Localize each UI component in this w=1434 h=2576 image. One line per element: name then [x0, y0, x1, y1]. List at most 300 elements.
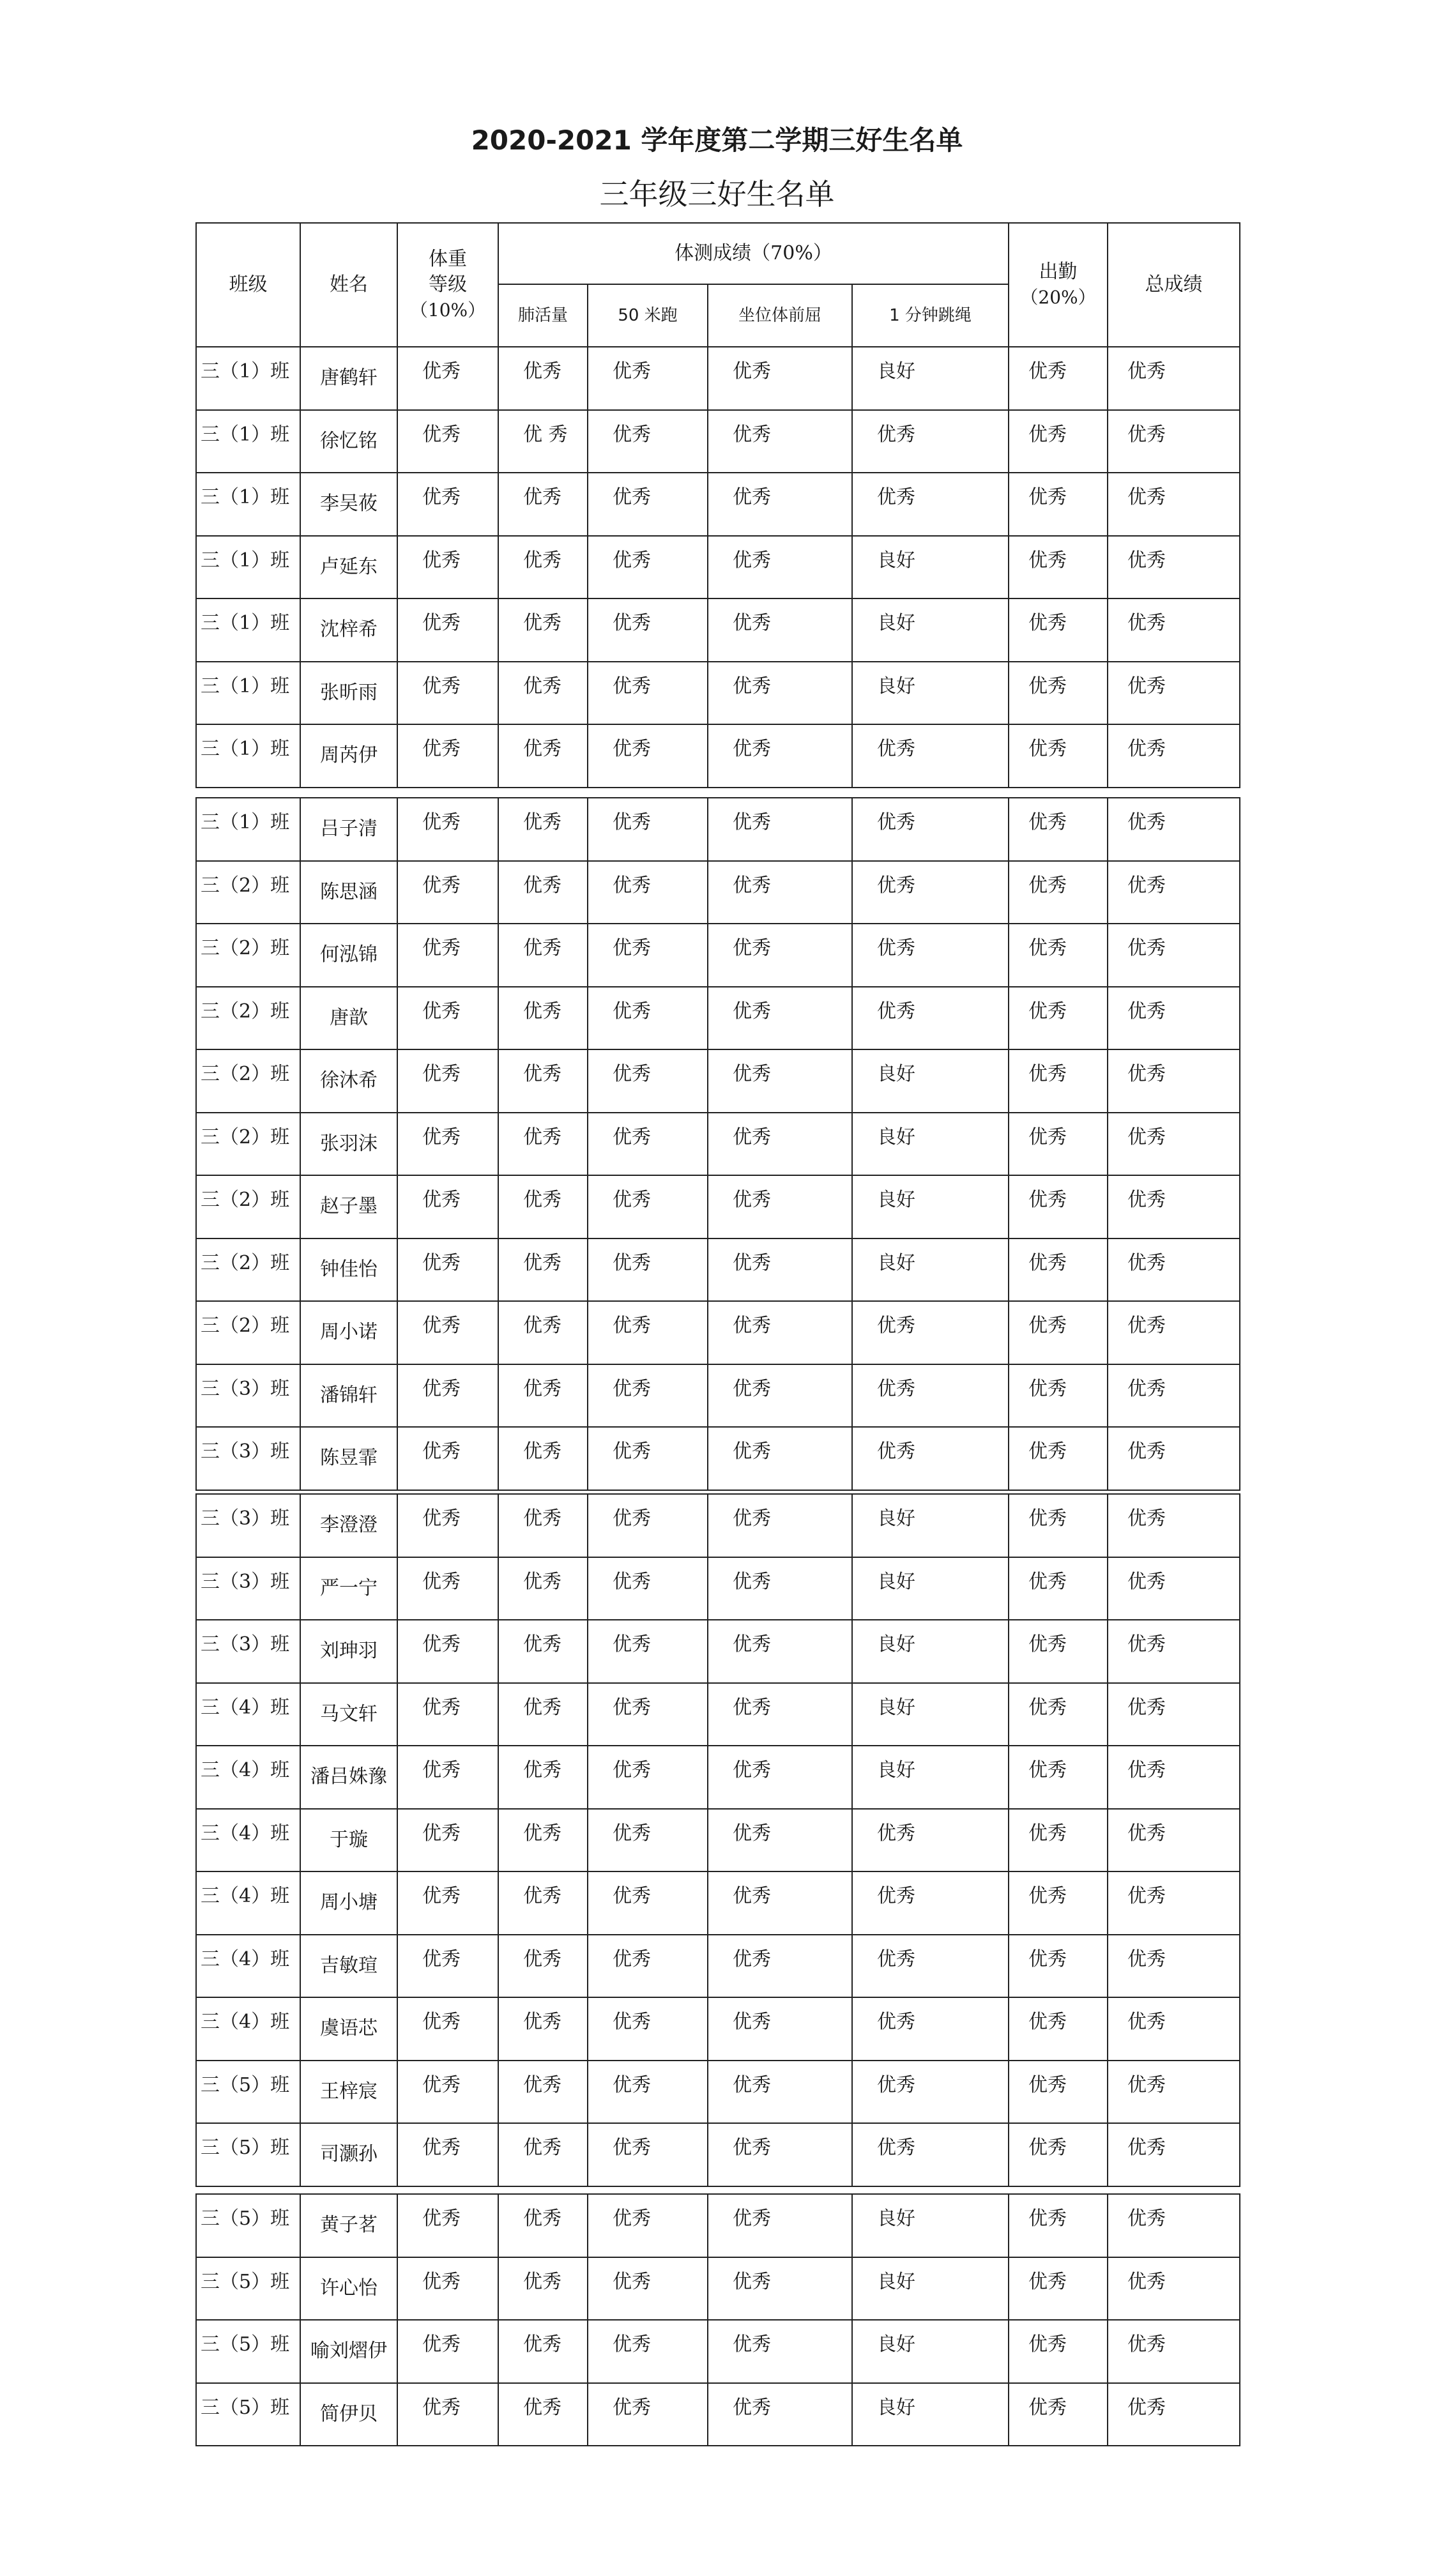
class-cell: 三（4）班 [196, 1809, 300, 1872]
table-row [196, 1809, 1240, 1872]
run-50m-cell: 优秀 [588, 987, 708, 1050]
sit-and-reach-cell: 优秀 [708, 662, 852, 725]
name-cell: 张昕雨 [300, 662, 397, 725]
rope-skipping-cell: 良好 [852, 1746, 1009, 1809]
header-total-label: 总成绩 [1145, 273, 1203, 296]
total-score-cell: 优秀 [1108, 1683, 1240, 1746]
sit-and-reach-cell: 优秀 [708, 1683, 852, 1746]
weight-grade-cell: 优秀 [397, 798, 498, 861]
total-score-cell: 优秀 [1108, 1494, 1240, 1557]
weight-grade-cell: 优秀 [397, 924, 498, 987]
name-cell: 吉敏瑄 [300, 1935, 397, 1998]
table-row [196, 2194, 1240, 2257]
class-cell: 三（5）班 [196, 2257, 300, 2321]
name-cell: 司灏孙 [300, 2123, 397, 2186]
lung-capacity-cell: 优秀 [498, 1935, 588, 1998]
sit-and-reach-cell: 优秀 [708, 2194, 852, 2257]
run-50m-cell: 优秀 [588, 536, 708, 599]
rope-skipping-cell: 良好 [852, 2257, 1009, 2321]
header-sit-reach-label: 坐位体前屈 [738, 306, 821, 325]
weight-grade-cell: 优秀 [397, 2320, 498, 2383]
run-50m-cell: 优秀 [588, 2320, 708, 2383]
name-cell: 周小塘 [300, 1871, 397, 1935]
weight-grade-cell: 优秀 [397, 473, 498, 536]
lung-capacity-cell: 优秀 [498, 1683, 588, 1746]
name-cell: 潘锦轩 [300, 1364, 397, 1428]
header-weight-line2: 等级 [429, 273, 467, 296]
table-row [196, 1494, 1240, 1557]
attendance-cell: 优秀 [1009, 1935, 1108, 1998]
page-title: 2020-2021 学年度第二学期三好生名单 [471, 125, 963, 156]
rope-skipping-cell: 优秀 [852, 798, 1009, 861]
table-row [196, 2257, 1240, 2321]
rope-skipping-cell: 良好 [852, 598, 1009, 662]
total-score-cell: 优秀 [1108, 798, 1240, 861]
run-50m-cell: 优秀 [588, 1871, 708, 1935]
attendance-cell: 优秀 [1009, 1301, 1108, 1364]
run-50m-cell: 优秀 [588, 1620, 708, 1683]
run-50m-cell: 优秀 [588, 2123, 708, 2186]
class-cell: 三（3）班 [196, 1557, 300, 1620]
rope-skipping-cell: 优秀 [852, 861, 1009, 924]
run-50m-cell: 优秀 [588, 473, 708, 536]
total-score-cell: 优秀 [1108, 1746, 1240, 1809]
header-total [1108, 223, 1240, 347]
run-50m-cell: 优秀 [588, 1557, 708, 1620]
name-cell: 严一宁 [300, 1557, 397, 1620]
name-cell: 唐歆 [300, 987, 397, 1050]
class-cell: 三（4）班 [196, 1871, 300, 1935]
table-row [196, 1427, 1240, 1490]
sit-and-reach-cell: 优秀 [708, 2061, 852, 2124]
class-cell: 三（4）班 [196, 1683, 300, 1746]
lung-capacity-cell: 优秀 [498, 987, 588, 1050]
run-50m-cell: 优秀 [588, 598, 708, 662]
sit-and-reach-cell: 优秀 [708, 2257, 852, 2321]
header-sit-reach [708, 284, 852, 347]
attendance-cell: 优秀 [1009, 2383, 1108, 2446]
name-cell: 钟佳怡 [300, 1238, 397, 1302]
run-50m-cell: 优秀 [588, 2383, 708, 2446]
rope-skipping-cell: 优秀 [852, 2061, 1009, 2124]
class-cell: 三（5）班 [196, 2383, 300, 2446]
rope-skipping-cell: 优秀 [852, 1997, 1009, 2061]
name-cell: 喻刘熠伊 [300, 2320, 397, 2383]
run-50m-cell: 优秀 [588, 798, 708, 861]
run-50m-cell: 优秀 [588, 1238, 708, 1302]
sit-and-reach-cell: 优秀 [708, 1427, 852, 1490]
weight-grade-cell: 优秀 [397, 1871, 498, 1935]
class-cell: 三（1）班 [196, 536, 300, 599]
attendance-cell: 优秀 [1009, 2123, 1108, 2186]
weight-grade-cell: 优秀 [397, 1301, 498, 1364]
table-row [196, 1997, 1240, 2061]
rope-skipping-cell: 优秀 [852, 410, 1009, 473]
rope-skipping-cell: 良好 [852, 1494, 1009, 1557]
weight-grade-cell: 优秀 [397, 410, 498, 473]
name-cell: 许心怡 [300, 2257, 397, 2321]
weight-grade-cell: 优秀 [397, 1049, 498, 1113]
name-cell: 周小诺 [300, 1301, 397, 1364]
total-score-cell: 优秀 [1108, 1427, 1240, 1490]
total-score-cell: 优秀 [1108, 536, 1240, 599]
lung-capacity-cell: 优秀 [498, 473, 588, 536]
page-subtitle: 三年级三好生名单 [599, 177, 835, 211]
header-run50-label: 50 米跑 [618, 306, 678, 325]
lung-capacity-cell: 优秀 [498, 1557, 588, 1620]
sit-and-reach-cell: 优秀 [708, 1557, 852, 1620]
lung-capacity-cell: 优秀 [498, 1049, 588, 1113]
attendance-cell: 优秀 [1009, 1997, 1108, 2061]
table-row [196, 347, 1240, 410]
name-cell: 吕子清 [300, 798, 397, 861]
header-class-label: 班级 [229, 273, 268, 296]
rope-skipping-cell: 优秀 [852, 1364, 1009, 1428]
lung-capacity-cell: 优秀 [498, 2320, 588, 2383]
name-cell: 唐鹤轩 [300, 347, 397, 410]
class-cell: 三（2）班 [196, 924, 300, 987]
table-row [196, 987, 1240, 1050]
sit-and-reach-cell: 优秀 [708, 1935, 852, 1998]
class-cell: 三（1）班 [196, 662, 300, 725]
attendance-cell: 优秀 [1009, 1049, 1108, 1113]
sit-and-reach-cell: 优秀 [708, 536, 852, 599]
table-block [195, 2193, 1240, 2446]
rope-skipping-cell: 良好 [852, 2383, 1009, 2446]
total-score-cell: 优秀 [1108, 1935, 1240, 1998]
sit-and-reach-cell: 优秀 [708, 798, 852, 861]
name-cell: 马文轩 [300, 1683, 397, 1746]
rope-skipping-cell: 良好 [852, 1175, 1009, 1238]
attendance-cell: 优秀 [1009, 1809, 1108, 1872]
lung-capacity-cell: 优秀 [498, 1238, 588, 1302]
table-row [196, 1175, 1240, 1238]
sit-and-reach-cell: 优秀 [708, 2320, 852, 2383]
table-row [196, 2061, 1240, 2124]
class-cell: 三（5）班 [196, 2194, 300, 2257]
table-row [196, 1238, 1240, 1302]
name-cell: 徐沐希 [300, 1049, 397, 1113]
total-score-cell: 优秀 [1108, 1557, 1240, 1620]
header-fitness-label: 体测成绩（70%） [675, 242, 832, 264]
rope-skipping-cell: 良好 [852, 1049, 1009, 1113]
lung-capacity-cell: 优秀 [498, 662, 588, 725]
total-score-cell: 优秀 [1108, 861, 1240, 924]
table-row [196, 924, 1240, 987]
total-score-cell: 优秀 [1108, 1175, 1240, 1238]
class-cell: 三（1）班 [196, 473, 300, 536]
run-50m-cell: 优秀 [588, 1175, 708, 1238]
rope-skipping-cell: 良好 [852, 1620, 1009, 1683]
rope-skipping-cell: 良好 [852, 347, 1009, 410]
header-attendance-line2: （20%） [1020, 287, 1096, 308]
lung-capacity-cell: 优秀 [498, 2383, 588, 2446]
sit-and-reach-cell: 优秀 [708, 1746, 852, 1809]
sit-and-reach-cell: 优秀 [708, 347, 852, 410]
run-50m-cell: 优秀 [588, 1113, 708, 1176]
table-row [196, 1113, 1240, 1176]
total-score-cell: 优秀 [1108, 2257, 1240, 2321]
lung-capacity-cell: 优 秀 [498, 410, 588, 473]
name-cell: 刘珅羽 [300, 1620, 397, 1683]
run-50m-cell: 优秀 [588, 2194, 708, 2257]
weight-grade-cell: 优秀 [397, 536, 498, 599]
total-score-cell: 优秀 [1108, 598, 1240, 662]
class-cell: 三（1）班 [196, 410, 300, 473]
attendance-cell: 优秀 [1009, 1175, 1108, 1238]
sit-and-reach-cell: 优秀 [708, 1238, 852, 1302]
weight-grade-cell: 优秀 [397, 2123, 498, 2186]
run-50m-cell: 优秀 [588, 347, 708, 410]
name-cell: 潘吕姝豫 [300, 1746, 397, 1809]
class-cell: 三（5）班 [196, 2123, 300, 2186]
lung-capacity-cell: 优秀 [498, 598, 588, 662]
header-attendance-line1: 出勤 [1039, 261, 1078, 283]
table-row [196, 473, 1240, 536]
total-score-cell: 优秀 [1108, 1620, 1240, 1683]
run-50m-cell: 优秀 [588, 1997, 708, 2061]
weight-grade-cell: 优秀 [397, 1175, 498, 1238]
weight-grade-cell: 优秀 [397, 1364, 498, 1428]
run-50m-cell: 优秀 [588, 410, 708, 473]
weight-grade-cell: 优秀 [397, 598, 498, 662]
attendance-cell: 优秀 [1009, 1746, 1108, 1809]
table-row [196, 2123, 1240, 2186]
sit-and-reach-cell: 优秀 [708, 2383, 852, 2446]
lung-capacity-cell: 优秀 [498, 924, 588, 987]
name-cell: 陈思涵 [300, 861, 397, 924]
name-cell: 虞语芯 [300, 1997, 397, 2061]
header-weight-line3: （10%） [409, 300, 486, 321]
run-50m-cell: 优秀 [588, 2061, 708, 2124]
lung-capacity-cell: 优秀 [498, 798, 588, 861]
run-50m-cell: 优秀 [588, 1301, 708, 1364]
class-cell: 三（1）班 [196, 798, 300, 861]
attendance-cell: 优秀 [1009, 798, 1108, 861]
header-name-label: 姓名 [330, 273, 368, 296]
lung-capacity-cell: 优秀 [498, 1364, 588, 1428]
sit-and-reach-cell: 优秀 [708, 1809, 852, 1872]
rope-skipping-cell: 优秀 [852, 1809, 1009, 1872]
weight-grade-cell: 优秀 [397, 1494, 498, 1557]
attendance-cell: 优秀 [1009, 861, 1108, 924]
weight-grade-cell: 优秀 [397, 1935, 498, 1998]
rope-skipping-cell: 良好 [852, 662, 1009, 725]
class-cell: 三（1）班 [196, 724, 300, 788]
header-class [196, 223, 300, 347]
attendance-cell: 优秀 [1009, 987, 1108, 1050]
header-name [300, 223, 397, 347]
attendance-cell: 优秀 [1009, 662, 1108, 725]
attendance-cell: 优秀 [1009, 536, 1108, 599]
lung-capacity-cell: 优秀 [498, 347, 588, 410]
name-cell: 王梓宸 [300, 2061, 397, 2124]
class-cell: 三（3）班 [196, 1620, 300, 1683]
table-row [196, 1364, 1240, 1428]
header-lung [498, 284, 588, 347]
lung-capacity-cell: 优秀 [498, 1175, 588, 1238]
class-cell: 三（2）班 [196, 1301, 300, 1364]
attendance-cell: 优秀 [1009, 410, 1108, 473]
sit-and-reach-cell: 优秀 [708, 1997, 852, 2061]
rope-skipping-cell: 良好 [852, 1557, 1009, 1620]
rope-skipping-cell: 良好 [852, 536, 1009, 599]
total-score-cell: 优秀 [1108, 1364, 1240, 1428]
name-cell: 赵子墨 [300, 1175, 397, 1238]
lung-capacity-cell: 优秀 [498, 1746, 588, 1809]
lung-capacity-cell: 优秀 [498, 1301, 588, 1364]
lung-capacity-cell: 优秀 [498, 724, 588, 788]
attendance-cell: 优秀 [1009, 1238, 1108, 1302]
total-score-cell: 优秀 [1108, 410, 1240, 473]
attendance-cell: 优秀 [1009, 2257, 1108, 2321]
header-attendance [1009, 223, 1108, 347]
total-score-cell: 优秀 [1108, 1301, 1240, 1364]
header-run50 [588, 284, 708, 347]
class-cell: 三（3）班 [196, 1494, 300, 1557]
table-row [196, 410, 1240, 473]
weight-grade-cell: 优秀 [397, 1746, 498, 1809]
weight-grade-cell: 优秀 [397, 662, 498, 725]
total-score-cell: 优秀 [1108, 662, 1240, 725]
weight-grade-cell: 优秀 [397, 347, 498, 410]
attendance-cell: 优秀 [1009, 598, 1108, 662]
table-row [196, 1049, 1240, 1113]
lung-capacity-cell: 优秀 [498, 1494, 588, 1557]
run-50m-cell: 优秀 [588, 1809, 708, 1872]
sit-and-reach-cell: 优秀 [708, 1364, 852, 1428]
weight-grade-cell: 优秀 [397, 861, 498, 924]
name-cell: 李澄澄 [300, 1494, 397, 1557]
class-cell: 三（4）班 [196, 1746, 300, 1809]
table-row [196, 1746, 1240, 1809]
name-cell: 简伊贝 [300, 2383, 397, 2446]
total-score-cell: 优秀 [1108, 473, 1240, 536]
class-cell: 三（4）班 [196, 1935, 300, 1998]
table-row [196, 1871, 1240, 1935]
rope-skipping-cell: 优秀 [852, 724, 1009, 788]
table-row [196, 2320, 1240, 2383]
attendance-cell: 优秀 [1009, 2061, 1108, 2124]
total-score-cell: 优秀 [1108, 1871, 1240, 1935]
rope-skipping-cell: 良好 [852, 2194, 1009, 2257]
class-cell: 三（4）班 [196, 1997, 300, 2061]
name-cell: 周芮伊 [300, 724, 397, 788]
sit-and-reach-cell: 优秀 [708, 1620, 852, 1683]
rope-skipping-cell: 优秀 [852, 2123, 1009, 2186]
run-50m-cell: 优秀 [588, 924, 708, 987]
attendance-cell: 优秀 [1009, 1620, 1108, 1683]
header-rope-label: 1 分钟跳绳 [889, 306, 972, 325]
attendance-cell: 优秀 [1009, 347, 1108, 410]
attendance-cell: 优秀 [1009, 924, 1108, 987]
sit-and-reach-cell: 优秀 [708, 724, 852, 788]
class-cell: 三（2）班 [196, 1238, 300, 1302]
rope-skipping-cell: 优秀 [852, 1935, 1009, 1998]
header-weight-line1: 体重 [429, 248, 467, 270]
sit-and-reach-cell: 优秀 [708, 410, 852, 473]
lung-capacity-cell: 优秀 [498, 1113, 588, 1176]
class-cell: 三（5）班 [196, 2061, 300, 2124]
weight-grade-cell: 优秀 [397, 2257, 498, 2321]
sit-and-reach-cell: 优秀 [708, 1049, 852, 1113]
run-50m-cell: 优秀 [588, 1683, 708, 1746]
rope-skipping-cell: 优秀 [852, 987, 1009, 1050]
total-score-cell: 优秀 [1108, 2194, 1240, 2257]
attendance-cell: 优秀 [1009, 1494, 1108, 1557]
table-row [196, 1557, 1240, 1620]
total-score-cell: 优秀 [1108, 1113, 1240, 1176]
sit-and-reach-cell: 优秀 [708, 861, 852, 924]
table-row [196, 662, 1240, 725]
weight-grade-cell: 优秀 [397, 1557, 498, 1620]
table-row [196, 798, 1240, 861]
lung-capacity-cell: 优秀 [498, 1427, 588, 1490]
total-score-cell: 优秀 [1108, 2061, 1240, 2124]
lung-capacity-cell: 优秀 [498, 1809, 588, 1872]
run-50m-cell: 优秀 [588, 1049, 708, 1113]
table-row [196, 1935, 1240, 1998]
rope-skipping-cell: 优秀 [852, 1301, 1009, 1364]
lung-capacity-cell: 优秀 [498, 536, 588, 599]
weight-grade-cell: 优秀 [397, 724, 498, 788]
sit-and-reach-cell: 优秀 [708, 1113, 852, 1176]
class-cell: 三（1）班 [196, 347, 300, 410]
rope-skipping-cell: 优秀 [852, 924, 1009, 987]
attendance-cell: 优秀 [1009, 473, 1108, 536]
lung-capacity-cell: 优秀 [498, 1871, 588, 1935]
lung-capacity-cell: 优秀 [498, 1620, 588, 1683]
class-cell: 三（3）班 [196, 1364, 300, 1428]
class-cell: 三（2）班 [196, 1175, 300, 1238]
weight-grade-cell: 优秀 [397, 1997, 498, 2061]
rope-skipping-cell: 良好 [852, 1113, 1009, 1176]
sit-and-reach-cell: 优秀 [708, 1301, 852, 1364]
table-row [196, 1683, 1240, 1746]
attendance-cell: 优秀 [1009, 2320, 1108, 2383]
table-block [195, 1493, 1240, 2187]
table-block [195, 222, 1240, 788]
name-cell: 于璇 [300, 1809, 397, 1872]
total-score-cell: 优秀 [1108, 2123, 1240, 2186]
weight-grade-cell: 优秀 [397, 1238, 498, 1302]
header-fitness [498, 223, 1009, 284]
total-score-cell: 优秀 [1108, 1049, 1240, 1113]
run-50m-cell: 优秀 [588, 724, 708, 788]
total-score-cell: 优秀 [1108, 1997, 1240, 2061]
weight-grade-cell: 优秀 [397, 2383, 498, 2446]
rope-skipping-cell: 良好 [852, 1683, 1009, 1746]
name-cell: 陈昱霏 [300, 1427, 397, 1490]
attendance-cell: 优秀 [1009, 1557, 1108, 1620]
total-score-cell: 优秀 [1108, 1809, 1240, 1872]
table-row [196, 724, 1240, 788]
attendance-cell: 优秀 [1009, 1427, 1108, 1490]
header-row [196, 223, 1240, 284]
weight-grade-cell: 优秀 [397, 1427, 498, 1490]
run-50m-cell: 优秀 [588, 1494, 708, 1557]
run-50m-cell: 优秀 [588, 1427, 708, 1490]
lung-capacity-cell: 优秀 [498, 2123, 588, 2186]
weight-grade-cell: 优秀 [397, 2061, 498, 2124]
class-cell: 三（2）班 [196, 1113, 300, 1176]
attendance-cell: 优秀 [1009, 1113, 1108, 1176]
weight-grade-cell: 优秀 [397, 987, 498, 1050]
lung-capacity-cell: 优秀 [498, 861, 588, 924]
run-50m-cell: 优秀 [588, 861, 708, 924]
sit-and-reach-cell: 优秀 [708, 987, 852, 1050]
run-50m-cell: 优秀 [588, 1364, 708, 1428]
